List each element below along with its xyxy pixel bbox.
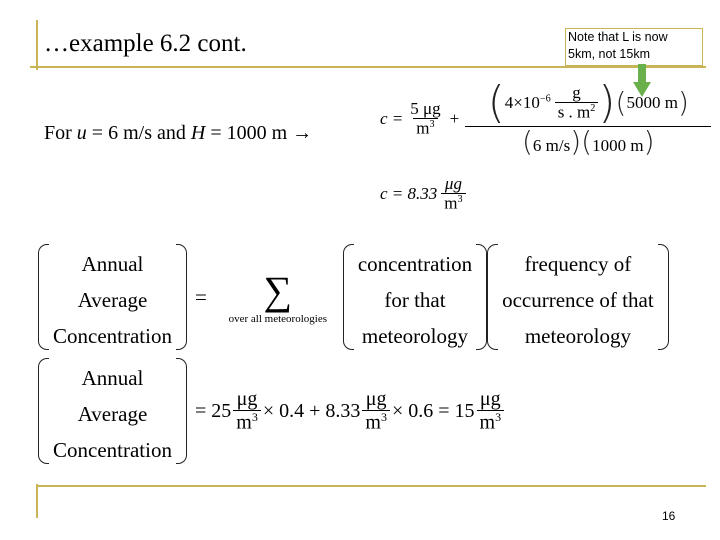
eq1-coef: $4\times 10^{-6}$: [504, 93, 551, 113]
eq1-term1-num: 5 μg: [410, 98, 441, 118]
equation-c-calc: [380, 77, 711, 159]
h-value: = 1000 m: [205, 122, 288, 144]
eq3-sigma-sub: over all meteorologies: [228, 313, 327, 325]
eq3-lhs-line3: Concentration: [53, 324, 172, 348]
page-number: 16: [662, 509, 676, 523]
eq3-freq-matrix: frequency of occurrence of that meteorology: [487, 244, 669, 350]
eq4-lhs-matrix: Annual Average Concentration: [38, 358, 187, 464]
eq4-part3: × 0.6 = 15: [391, 399, 475, 422]
note-line-1: Note that L is now: [568, 30, 668, 44]
eq1-num-right: 5000 m: [626, 93, 678, 113]
title-rule-vertical: [36, 20, 38, 70]
note-box: [565, 28, 703, 66]
eq1-term1: [407, 100, 443, 138]
eq1-den-right: 1000 m: [592, 136, 644, 156]
sigma-icon: ∑: [263, 268, 293, 313]
equation-c-result: [380, 175, 466, 213]
eq1-plus: +: [449, 108, 460, 128]
note-line-2: 5km, not 15km: [568, 47, 650, 61]
footer-rule-vertical: [36, 484, 38, 518]
u-value: = 6 m/s and: [86, 122, 191, 144]
eq3-conc-matrix: concentration for that meteorology: [343, 244, 487, 350]
footer-rule: [36, 485, 706, 487]
eq4-part2: × 0.4 + 8.33: [262, 399, 361, 422]
eq1-den-left: 6 m/s: [532, 136, 571, 156]
condition-prefix: For: [44, 122, 72, 144]
eq4-rhs: = 25 $\frac{\mu g}{m^3}$ × 0.4 + 8.33 $\frac{\mu g}{m^3}$ × 0.6 = 15 $\frac{\mu g}{m^3}$: [195, 389, 506, 434]
equation-annual-sum: [38, 244, 669, 350]
eq3-equals: =: [194, 284, 207, 309]
eq2-lhs: c = 8.33: [380, 184, 438, 204]
u-variable: u: [76, 122, 87, 144]
eq4-part1: = 25: [194, 399, 232, 422]
condition-line: [44, 122, 312, 145]
title-rule: [30, 66, 706, 68]
h-variable: H: [190, 122, 206, 144]
eq1-unit-frac: $\frac{g}{s . m^2}$: [555, 84, 599, 122]
eq1-lhs: c =: [380, 108, 404, 128]
equation-annual-result: [38, 358, 506, 464]
eq1-term1-den-exp: 3: [429, 118, 435, 130]
eq3-lhs-line1: Annual: [81, 252, 144, 276]
slide-title: …example 6.2 cont.: [44, 30, 247, 57]
eq3-sigma-block: [213, 269, 343, 325]
eq3-lhs-matrix: [38, 244, 187, 350]
eq3-lhs-line2: Average: [77, 288, 148, 312]
eq2-unit: $\frac{\mu g}{m^3}$: [441, 175, 465, 213]
arrow-icon: →: [292, 122, 313, 144]
eq1-term1-den: m: [416, 118, 430, 138]
eq1-big-fraction: ( $4\times 10^{-6}$ $\frac{g}{s . m^2}$ ) ( 5000 m ) (6 m/s)(1000 m): [465, 80, 711, 158]
